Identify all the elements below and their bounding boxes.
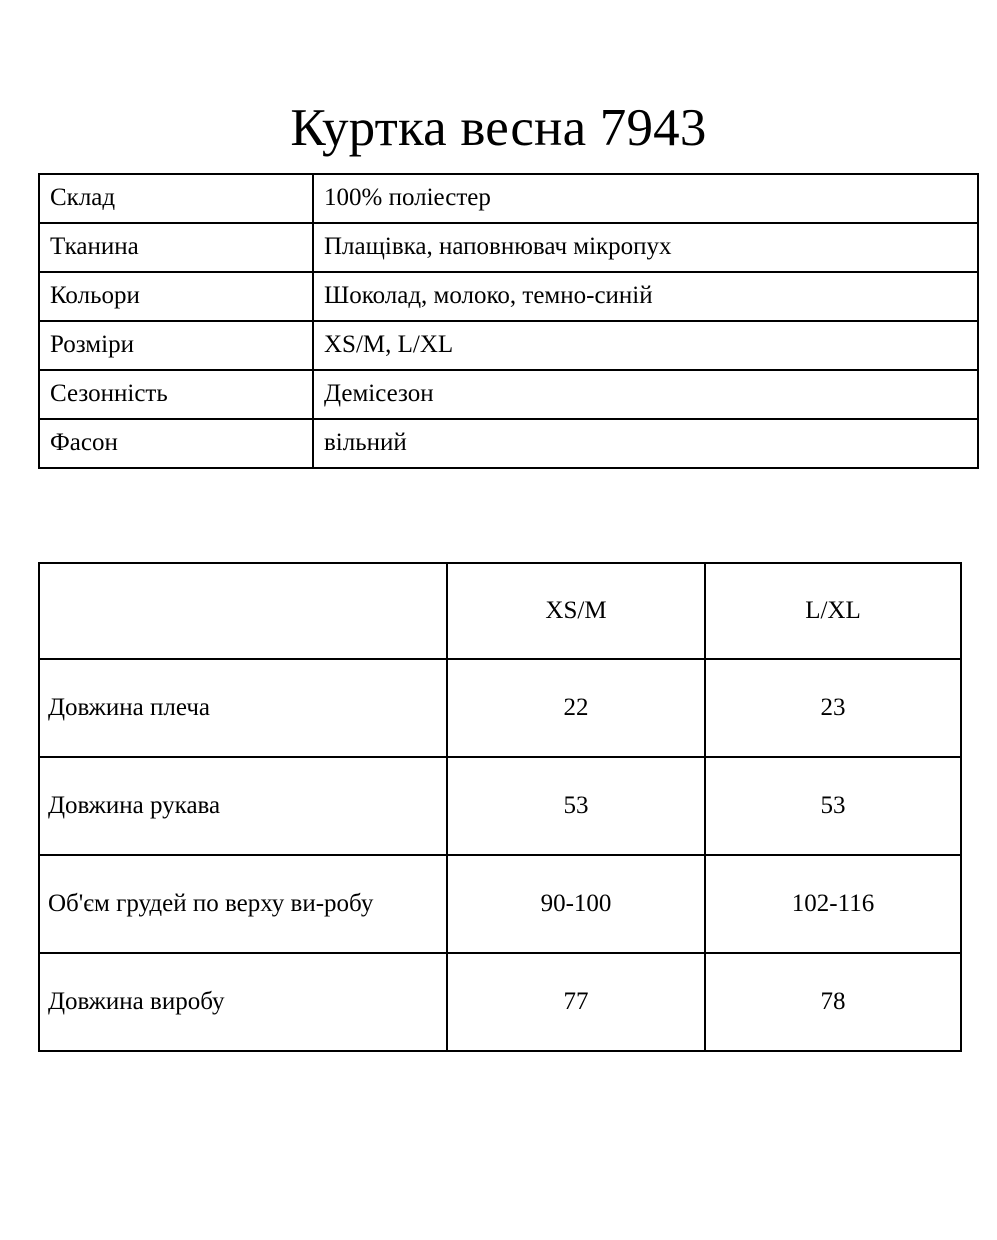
attribute-label: Фасон xyxy=(39,419,313,468)
measurement-header-size-2: L/XL xyxy=(705,563,961,659)
measurement-value-size-2: 102-116 xyxy=(705,855,961,953)
attribute-value: вільний xyxy=(313,419,978,468)
page-title: Куртка весна 7943 xyxy=(290,98,707,157)
measurement-header-name xyxy=(39,563,447,659)
attribute-value: XS/M, L/XL xyxy=(313,321,978,370)
measurements-table xyxy=(38,562,962,1052)
measurement-value-size-1: 77 xyxy=(447,953,705,1051)
measurement-name xyxy=(39,855,447,953)
table-header-row xyxy=(39,563,961,659)
table-row xyxy=(39,174,978,223)
attribute-label: Тканина xyxy=(39,223,313,272)
measurement-value-size-1: 53 xyxy=(447,757,705,855)
measurements-table-body xyxy=(39,659,961,1051)
table-row xyxy=(39,272,978,321)
measurement-name xyxy=(39,757,447,855)
measurement-value-size-2: 23 xyxy=(705,659,961,757)
attribute-value: Демісезон xyxy=(313,370,978,419)
measurement-name xyxy=(39,953,447,1051)
attribute-label: Розміри xyxy=(39,321,313,370)
table-row xyxy=(39,659,961,757)
attribute-value: 100% поліестер xyxy=(313,174,978,223)
attribute-label: Кольори xyxy=(39,272,313,321)
table-row xyxy=(39,757,961,855)
measurement-header-size-1: XS/M xyxy=(447,563,705,659)
attribute-label: Склад xyxy=(39,174,313,223)
attribute-value: Шоколад, молоко, темно-синій xyxy=(313,272,978,321)
attribute-value: Плащівка, наповнювач мікропух xyxy=(313,223,978,272)
measurement-value-size-2: 78 xyxy=(705,953,961,1051)
measurement-value-size-2: 53 xyxy=(705,757,961,855)
table-row xyxy=(39,321,978,370)
table-row xyxy=(39,855,961,953)
measurement-name-text: Довжина плеча xyxy=(48,694,211,722)
measurement-name-text: Довжина виробу xyxy=(48,988,225,1016)
table-row xyxy=(39,953,961,1051)
table-row xyxy=(39,223,978,272)
measurement-name-text: Об'єм грудей по верху ви-робу xyxy=(48,890,374,918)
attributes-table-body xyxy=(39,174,978,468)
measurement-value-size-1: 22 xyxy=(447,659,705,757)
measurement-name xyxy=(39,659,447,757)
attribute-label: Сезонність xyxy=(39,370,313,419)
table-row xyxy=(39,419,978,468)
attributes-table xyxy=(38,173,979,469)
table-row xyxy=(39,370,978,419)
measurement-value-size-1: 90-100 xyxy=(447,855,705,953)
measurements-table-head xyxy=(39,563,961,659)
measurement-name-text: Довжина рукава xyxy=(48,792,221,820)
